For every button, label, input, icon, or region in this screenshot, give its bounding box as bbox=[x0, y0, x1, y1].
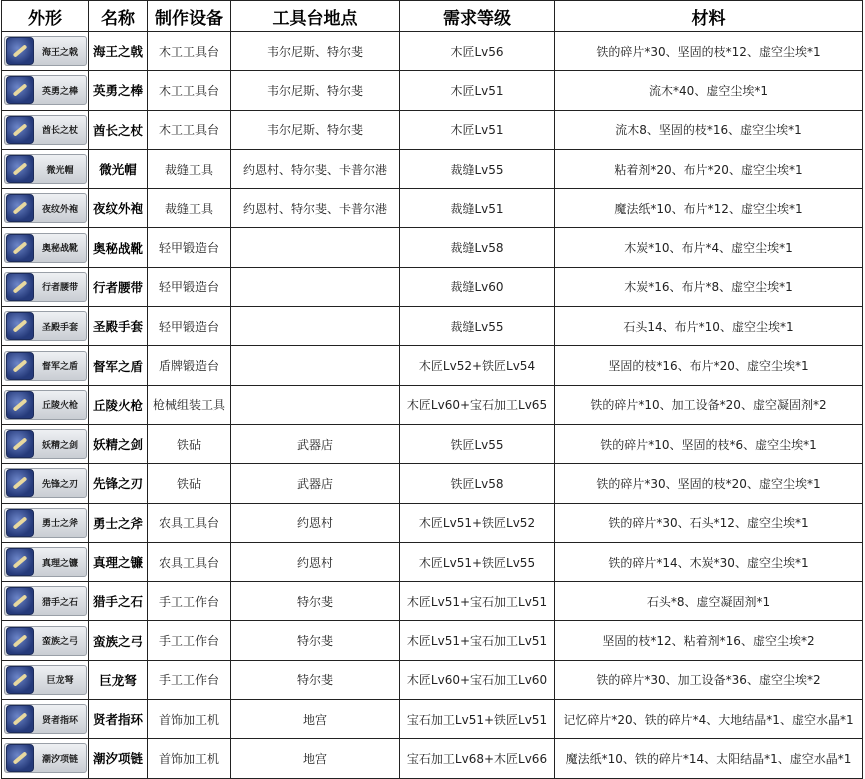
item-level: 裁缝Lv51 bbox=[400, 189, 555, 228]
thumbnail-label: 微光帽 bbox=[46, 165, 74, 176]
item-device: 铁砧 bbox=[148, 464, 231, 503]
table-row bbox=[2, 464, 863, 503]
header-materials: 材料 bbox=[555, 1, 863, 32]
thumbnail-label: 猎手之石 bbox=[41, 597, 78, 608]
thumbnail-label: 真理之镰 bbox=[41, 558, 78, 569]
thumbnail-label: 丘陵火枪 bbox=[41, 401, 78, 412]
item-materials: 粘着剂*20、布片*20、虚空尘埃*1 bbox=[555, 149, 863, 188]
item-thumbnail-cell bbox=[2, 385, 89, 424]
item-thumbnail bbox=[4, 390, 87, 420]
item-device: 裁缝工具 bbox=[148, 149, 231, 188]
item-thumbnail bbox=[4, 626, 87, 656]
crafting-table bbox=[1, 0, 863, 779]
table-row bbox=[2, 582, 863, 621]
item-icon bbox=[6, 627, 34, 655]
item-location bbox=[231, 228, 400, 267]
item-level: 宝石加工Lv68+木匠Lv66 bbox=[400, 739, 555, 778]
table-row bbox=[2, 189, 863, 228]
item-icon bbox=[6, 76, 34, 104]
item-location: 约恩村 bbox=[231, 503, 400, 542]
header-device: 制作设备 bbox=[148, 1, 231, 32]
item-thumbnail-cell bbox=[2, 503, 89, 542]
item-device: 手工工作台 bbox=[148, 621, 231, 660]
item-location: 韦尔尼斯、特尔斐 bbox=[231, 71, 400, 110]
item-location: 武器店 bbox=[231, 424, 400, 463]
item-materials: 流木*40、虚空尘埃*1 bbox=[555, 71, 863, 110]
item-device: 轻甲锻造台 bbox=[148, 267, 231, 306]
item-location: 地宫 bbox=[231, 739, 400, 778]
item-name: 丘陵火枪 bbox=[89, 385, 148, 424]
item-device: 盾牌锻造台 bbox=[148, 346, 231, 385]
item-materials: 木炭*16、布片*8、虚空尘埃*1 bbox=[555, 267, 863, 306]
item-location: 韦尔尼斯、特尔斐 bbox=[231, 32, 400, 71]
table-row bbox=[2, 542, 863, 581]
item-name: 先锋之刃 bbox=[89, 464, 148, 503]
item-location: 韦尔尼斯、特尔斐 bbox=[231, 110, 400, 149]
item-level: 木匠Lv52+铁匠Lv54 bbox=[400, 346, 555, 385]
item-icon bbox=[6, 391, 34, 419]
item-device: 首饰加工机 bbox=[148, 739, 231, 778]
item-thumbnail bbox=[4, 468, 87, 498]
item-location: 特尔斐 bbox=[231, 660, 400, 699]
item-device: 农具工具台 bbox=[148, 542, 231, 581]
item-thumbnail-cell bbox=[2, 307, 89, 346]
item-thumbnail-cell bbox=[2, 739, 89, 778]
item-name: 夜纹外袍 bbox=[89, 189, 148, 228]
table-row bbox=[2, 385, 863, 424]
item-icon bbox=[6, 430, 34, 458]
thumbnail-label: 先锋之刃 bbox=[41, 479, 78, 490]
item-location: 约恩村 bbox=[231, 542, 400, 581]
item-icon bbox=[6, 273, 34, 301]
item-name: 勇士之斧 bbox=[89, 503, 148, 542]
item-location: 约恩村、特尔斐、卡普尔港 bbox=[231, 149, 400, 188]
item-materials: 铁的碎片*10、坚固的枝*6、虚空尘埃*1 bbox=[555, 424, 863, 463]
item-level: 木匠Lv51+宝石加工Lv51 bbox=[400, 621, 555, 660]
item-thumbnail-cell bbox=[2, 110, 89, 149]
item-materials: 坚固的枝*12、粘着剂*16、虚空尘埃*2 bbox=[555, 621, 863, 660]
item-name: 英勇之棒 bbox=[89, 71, 148, 110]
header-appearance: 外形 bbox=[2, 1, 89, 32]
item-device: 木工工具台 bbox=[148, 110, 231, 149]
item-thumbnail bbox=[4, 311, 87, 341]
item-icon bbox=[6, 312, 34, 340]
item-device: 轻甲锻造台 bbox=[148, 228, 231, 267]
item-thumbnail-cell bbox=[2, 542, 89, 581]
table-row bbox=[2, 346, 863, 385]
item-thumbnail-cell bbox=[2, 71, 89, 110]
item-name: 酋长之杖 bbox=[89, 110, 148, 149]
item-name: 奥秘战靴 bbox=[89, 228, 148, 267]
item-thumbnail bbox=[4, 586, 87, 616]
item-level: 木匠Lv51+铁匠Lv55 bbox=[400, 542, 555, 581]
item-thumbnail-cell bbox=[2, 32, 89, 71]
item-thumbnail bbox=[4, 233, 87, 263]
item-level: 木匠Lv51+铁匠Lv52 bbox=[400, 503, 555, 542]
item-level: 铁匠Lv58 bbox=[400, 464, 555, 503]
item-thumbnail bbox=[4, 193, 87, 223]
item-level: 木匠Lv51+宝石加工Lv51 bbox=[400, 582, 555, 621]
item-name: 督军之盾 bbox=[89, 346, 148, 385]
table-row bbox=[2, 307, 863, 346]
item-thumbnail bbox=[4, 36, 87, 66]
item-icon bbox=[6, 469, 34, 497]
item-location: 约恩村、特尔斐、卡普尔港 bbox=[231, 189, 400, 228]
item-thumbnail-cell bbox=[2, 228, 89, 267]
item-icon bbox=[6, 548, 34, 576]
item-device: 枪械组装工具 bbox=[148, 385, 231, 424]
table-row bbox=[2, 660, 863, 699]
item-thumbnail-cell bbox=[2, 149, 89, 188]
item-thumbnail bbox=[4, 743, 87, 773]
item-thumbnail-cell bbox=[2, 267, 89, 306]
item-materials: 流木8、坚固的枝*16、虚空尘埃*1 bbox=[555, 110, 863, 149]
item-name: 贤者指环 bbox=[89, 700, 148, 739]
item-materials: 铁的碎片*30、坚固的枝*20、虚空尘埃*1 bbox=[555, 464, 863, 503]
item-device: 轻甲锻造台 bbox=[148, 307, 231, 346]
item-name: 海王之戟 bbox=[89, 32, 148, 71]
item-icon bbox=[6, 234, 34, 262]
thumbnail-label: 夜纹外袍 bbox=[41, 204, 78, 215]
thumbnail-label: 奥秘战靴 bbox=[41, 244, 78, 255]
item-thumbnail bbox=[4, 75, 87, 105]
item-level: 裁缝Lv55 bbox=[400, 307, 555, 346]
thumbnail-label: 巨龙弩 bbox=[46, 676, 74, 687]
table-row bbox=[2, 110, 863, 149]
table-row bbox=[2, 149, 863, 188]
item-level: 裁缝Lv55 bbox=[400, 149, 555, 188]
header-row bbox=[2, 1, 863, 32]
item-materials: 铁的碎片*14、木炭*30、虚空尘埃*1 bbox=[555, 542, 863, 581]
item-name: 蛮族之弓 bbox=[89, 621, 148, 660]
thumbnail-label: 贤者指环 bbox=[41, 715, 78, 726]
item-level: 铁匠Lv55 bbox=[400, 424, 555, 463]
item-thumbnail bbox=[4, 154, 87, 184]
item-location bbox=[231, 307, 400, 346]
item-name: 巨龙弩 bbox=[89, 660, 148, 699]
item-icon bbox=[6, 194, 34, 222]
item-icon bbox=[6, 705, 34, 733]
item-name: 猎手之石 bbox=[89, 582, 148, 621]
item-thumbnail bbox=[4, 665, 87, 695]
thumbnail-label: 酋长之杖 bbox=[41, 126, 78, 137]
item-device: 手工工作台 bbox=[148, 660, 231, 699]
item-device: 铁砧 bbox=[148, 424, 231, 463]
item-materials: 铁的碎片*30、加工设备*36、虚空尘埃*2 bbox=[555, 660, 863, 699]
item-device: 木工工具台 bbox=[148, 71, 231, 110]
item-name: 妖精之剑 bbox=[89, 424, 148, 463]
item-location bbox=[231, 267, 400, 306]
item-thumbnail bbox=[4, 351, 87, 381]
table-row bbox=[2, 71, 863, 110]
item-thumbnail-cell bbox=[2, 464, 89, 503]
item-materials: 铁的碎片*30、石头*12、虚空尘埃*1 bbox=[555, 503, 863, 542]
item-name: 微光帽 bbox=[89, 149, 148, 188]
item-thumbnail bbox=[4, 272, 87, 302]
table-row bbox=[2, 32, 863, 71]
thumbnail-label: 行者腰带 bbox=[41, 283, 78, 294]
item-name: 潮汐项链 bbox=[89, 739, 148, 778]
item-thumbnail bbox=[4, 115, 87, 145]
item-icon bbox=[6, 352, 34, 380]
item-device: 手工工作台 bbox=[148, 582, 231, 621]
item-thumbnail-cell bbox=[2, 189, 89, 228]
item-icon bbox=[6, 155, 34, 183]
item-location bbox=[231, 346, 400, 385]
item-icon bbox=[6, 509, 34, 537]
thumbnail-label: 妖精之剑 bbox=[41, 440, 78, 451]
item-thumbnail-cell bbox=[2, 582, 89, 621]
thumbnail-label: 蛮族之弓 bbox=[41, 637, 78, 648]
item-location bbox=[231, 385, 400, 424]
header-level: 需求等级 bbox=[400, 1, 555, 32]
item-level: 宝石加工Lv51+铁匠Lv51 bbox=[400, 700, 555, 739]
table-row bbox=[2, 424, 863, 463]
table-row bbox=[2, 267, 863, 306]
thumbnail-label: 勇士之斧 bbox=[41, 519, 78, 530]
header-location: 工具台地点 bbox=[231, 1, 400, 32]
thumbnail-label: 英勇之棒 bbox=[41, 86, 78, 97]
item-device: 木工工具台 bbox=[148, 32, 231, 71]
item-thumbnail bbox=[4, 429, 87, 459]
table-row bbox=[2, 739, 863, 778]
item-thumbnail bbox=[4, 508, 87, 538]
item-location: 地宫 bbox=[231, 700, 400, 739]
item-level: 裁缝Lv60 bbox=[400, 267, 555, 306]
thumbnail-label: 海王之戟 bbox=[41, 47, 78, 58]
item-thumbnail-cell bbox=[2, 660, 89, 699]
item-materials: 铁的碎片*30、坚固的枝*12、虚空尘埃*1 bbox=[555, 32, 863, 71]
item-icon bbox=[6, 587, 34, 615]
item-thumbnail-cell bbox=[2, 346, 89, 385]
item-materials: 铁的碎片*10、加工设备*20、虚空凝固剂*2 bbox=[555, 385, 863, 424]
thumbnail-label: 潮汐项链 bbox=[41, 754, 78, 765]
item-icon bbox=[6, 744, 34, 772]
thumbnail-label: 圣殿手套 bbox=[41, 322, 78, 333]
item-location: 武器店 bbox=[231, 464, 400, 503]
item-level: 木匠Lv60+宝石加工Lv65 bbox=[400, 385, 555, 424]
item-level: 裁缝Lv58 bbox=[400, 228, 555, 267]
item-materials: 石头*8、虚空凝固剂*1 bbox=[555, 582, 863, 621]
item-level: 木匠Lv56 bbox=[400, 32, 555, 71]
header-name: 名称 bbox=[89, 1, 148, 32]
item-name: 圣殿手套 bbox=[89, 307, 148, 346]
item-level: 木匠Lv51 bbox=[400, 110, 555, 149]
item-device: 首饰加工机 bbox=[148, 700, 231, 739]
item-device: 农具工具台 bbox=[148, 503, 231, 542]
item-materials: 魔法纸*10、布片*12、虚空尘埃*1 bbox=[555, 189, 863, 228]
item-name: 真理之镰 bbox=[89, 542, 148, 581]
item-thumbnail-cell bbox=[2, 700, 89, 739]
table-row bbox=[2, 621, 863, 660]
item-icon bbox=[6, 37, 34, 65]
item-thumbnail-cell bbox=[2, 621, 89, 660]
thumbnail-label: 督军之盾 bbox=[41, 362, 78, 373]
item-materials: 记忆碎片*20、铁的碎片*4、大地结晶*1、虚空水晶*1 bbox=[555, 700, 863, 739]
item-icon bbox=[6, 116, 34, 144]
item-materials: 木炭*10、布片*4、虚空尘埃*1 bbox=[555, 228, 863, 267]
item-materials: 石头14、布片*10、虚空尘埃*1 bbox=[555, 307, 863, 346]
item-location: 特尔斐 bbox=[231, 621, 400, 660]
table-row bbox=[2, 700, 863, 739]
item-name: 行者腰带 bbox=[89, 267, 148, 306]
item-level: 木匠Lv51 bbox=[400, 71, 555, 110]
item-location: 特尔斐 bbox=[231, 582, 400, 621]
item-materials: 坚固的枝*16、布片*20、虚空尘埃*1 bbox=[555, 346, 863, 385]
item-materials: 魔法纸*10、铁的碎片*14、太阳结晶*1、虚空水晶*1 bbox=[555, 739, 863, 778]
table-row bbox=[2, 503, 863, 542]
item-icon bbox=[6, 666, 34, 694]
item-thumbnail bbox=[4, 547, 87, 577]
item-device: 裁缝工具 bbox=[148, 189, 231, 228]
table-row bbox=[2, 228, 863, 267]
item-level: 木匠Lv60+宝石加工Lv60 bbox=[400, 660, 555, 699]
item-thumbnail-cell bbox=[2, 424, 89, 463]
